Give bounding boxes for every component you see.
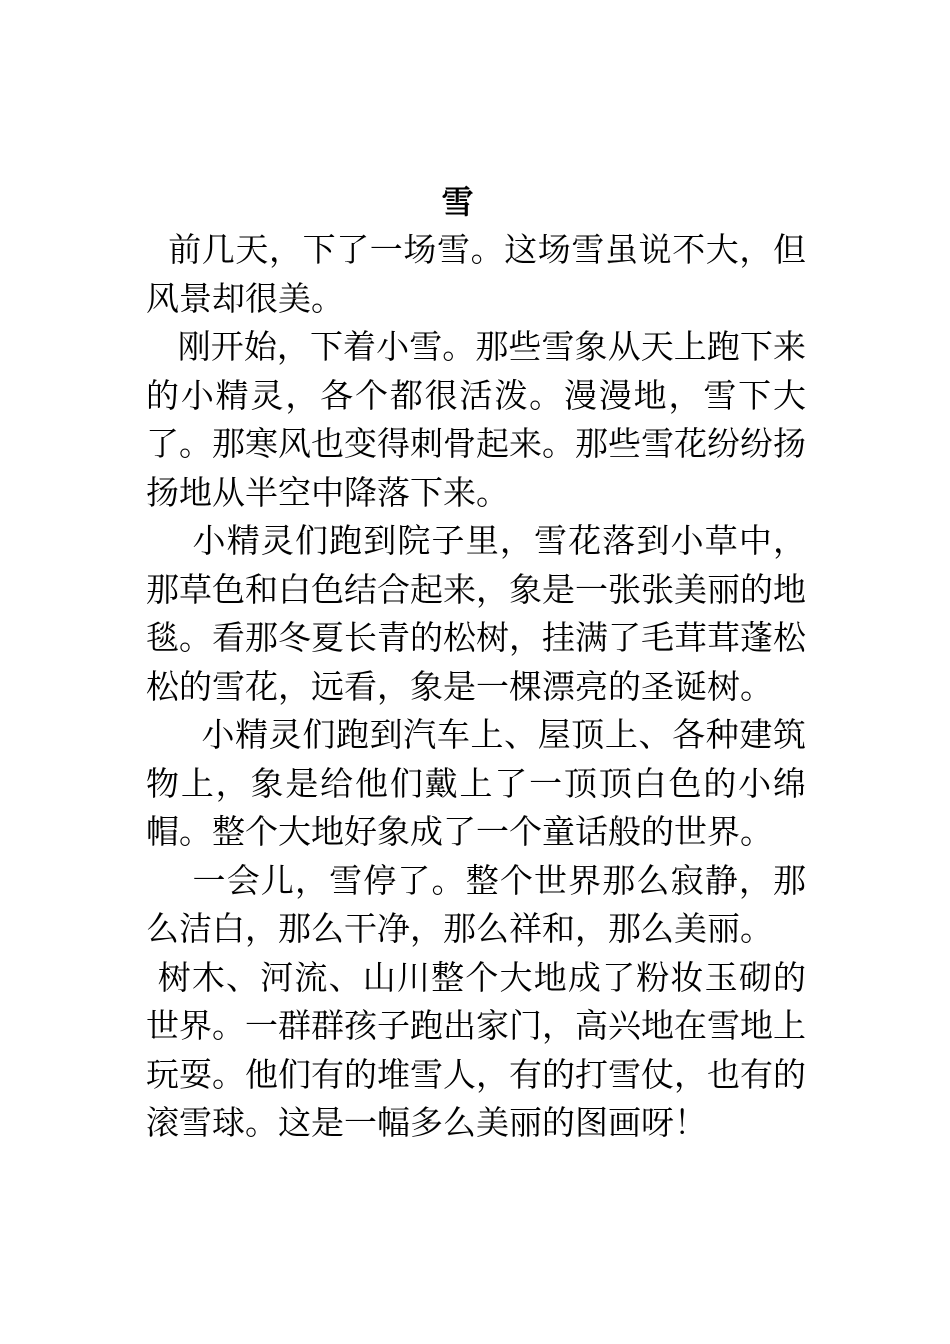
paragraph-5: 一会儿，雪停了。整个世界那么寂静，那么洁白，那么干净，那么祥和，那么美丽。 — [146, 860, 807, 948]
paragraph-2: 刚开始，下着小雪。那些雪象从天上跑下来的小精灵，各个都很活泼。漫漫地，雪下大了。那寒风也变得刺骨起来。那些雪花纷纷扬扬地从半空中降落下来。 — [146, 327, 806, 512]
document-body — [146, 226, 806, 1148]
paragraph-4: 小精灵们跑到汽车上、屋顶上、各种建筑物上，象是给他们戴上了一顶顶白色的小绵帽。整个大地好象成了一个童话般的世界。 — [146, 715, 806, 851]
paragraph-1: 前几天，下了一场雪。这场雪虽说不大，但风景却很美。 — [146, 230, 807, 318]
paragraph-3: 小精灵们跑到院子里，雪花落到小草中，那草色和白色结合起来，象是一张张美丽的地毯。看那冬夏长青的松树，挂满了毛茸茸蓬松松的雪花，远看，象是一棵漂亮的圣诞树。 — [146, 521, 807, 706]
paragraph-6: 树木、河流、山川整个大地成了粉妆玉砌的世界。一群群孩子跑出家门，高兴地在雪地上玩耍。他们有的堆雪人，有的打雪仗，也有的滚雪球。这是一幅多么美丽的图画呀！ — [146, 957, 807, 1142]
document-title: 雪 — [441, 183, 474, 221]
